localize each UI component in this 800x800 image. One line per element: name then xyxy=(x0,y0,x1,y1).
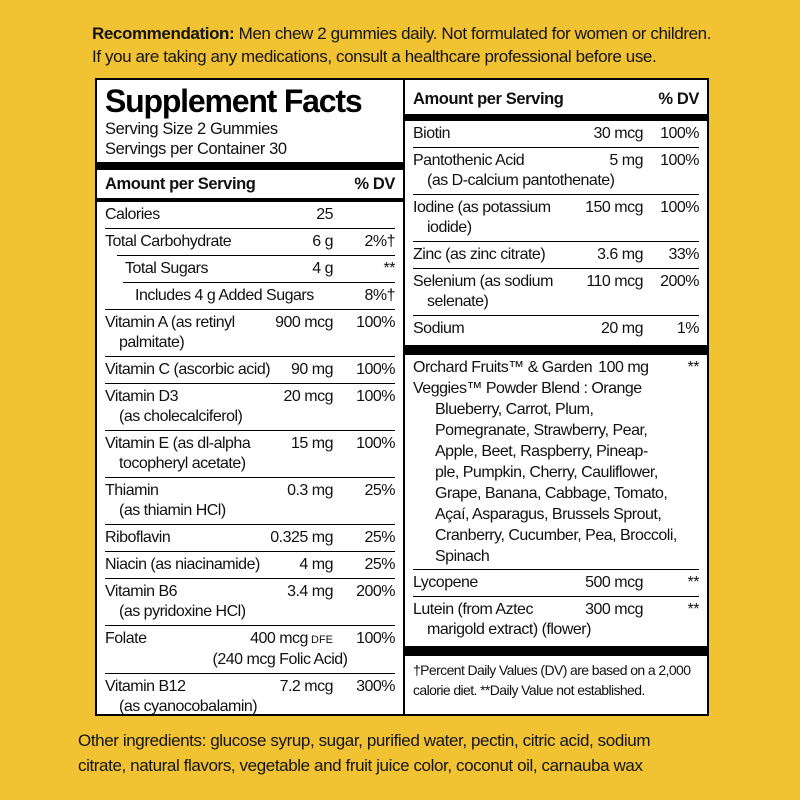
nutrient-dv: 100% xyxy=(356,314,395,331)
thick-rule xyxy=(405,345,707,355)
nutrient-amount: 500 mcg xyxy=(585,574,643,591)
nutrient-amount: 4 g xyxy=(312,260,333,277)
nutrient-subname: (240 mcg Folic Acid) xyxy=(212,651,348,668)
nutrient-amount: 110 mcg xyxy=(586,273,643,290)
blend-line: Cranberry, Cucumber, Pea, Broccoli, xyxy=(435,527,677,544)
blend-line: Spinach xyxy=(435,548,490,565)
blend-line: Pomegranate, Strawberry, Pear, xyxy=(435,422,648,439)
nutrient-name: Vitamin B6 xyxy=(105,583,178,600)
nutrient-dv: 1% xyxy=(676,320,699,337)
nutrient-row-line xyxy=(105,360,395,380)
nutrient-name: Vitamin E (as dl-alpha xyxy=(105,435,251,452)
nutrient-dv: 33% xyxy=(668,246,699,263)
nutrient-dv: 100% xyxy=(660,125,699,142)
nutrient-amount: 25 xyxy=(316,206,333,223)
nutrient-row xyxy=(123,282,395,309)
nutrient-subname: palmitate) xyxy=(119,334,185,351)
nutrient-name: Calories xyxy=(105,206,160,223)
nutrient-name: Lycopene xyxy=(413,574,478,591)
servings-per-container: Servings per Container 30 xyxy=(105,140,287,158)
thick-rule xyxy=(405,114,707,121)
nutrient-amount: 7.2 mcg xyxy=(279,678,333,695)
nutrient-row-line xyxy=(105,555,395,575)
nutrient-row-line xyxy=(105,582,395,602)
nutrient-row xyxy=(105,356,395,383)
nutrient-amount: 3.4 mg xyxy=(287,583,333,600)
blend-section xyxy=(413,355,699,569)
nutrient-amount: 90 mg xyxy=(291,361,333,378)
nutrient-row-line xyxy=(413,319,699,339)
left-nutrient-rows xyxy=(105,202,395,716)
nutrient-name: Niacin (as niacinamide) xyxy=(105,556,260,573)
nutrient-subname: (as pyridoxine HCl) xyxy=(119,603,246,620)
serving-size: Serving Size 2 Gummies xyxy=(105,120,278,138)
nutrient-dv: 25% xyxy=(364,482,395,499)
nutrient-row xyxy=(413,241,699,268)
other-ingredients-line: Other ingredients: glucose syrup, sugar, purified water, pectin, citric acid, sodium xyxy=(78,731,651,750)
blend-dv: ** xyxy=(687,359,699,376)
right-column xyxy=(405,80,707,714)
blend-line: Apple, Beet, Raspberry, Pineap- xyxy=(435,443,648,460)
nutrient-dv: 2%† xyxy=(364,233,395,250)
nutrient-amount: 300 mcg xyxy=(585,601,643,618)
percent-dv-header: % DV xyxy=(658,90,699,108)
nutrient-dv: 300% xyxy=(356,678,395,695)
amount-per-serving-header: Amount per Serving xyxy=(413,90,564,108)
nutrient-row-line xyxy=(105,528,395,548)
nutrient-name: Vitamin C (ascorbic acid) xyxy=(105,361,271,378)
panel-title: Supplement Facts xyxy=(105,83,362,119)
nutrient-name: Pantothenic Acid xyxy=(413,152,525,169)
nutrient-subname: (as cyanocobalamin) xyxy=(119,698,258,715)
blend-ingredient-lines xyxy=(413,378,699,567)
nutrient-subname: selenate) xyxy=(427,293,489,310)
nutrient-row-line xyxy=(413,272,699,292)
nutrient-dv: 8%† xyxy=(364,287,395,304)
nutrient-row xyxy=(105,228,395,255)
nutrient-row-line xyxy=(413,124,699,144)
nutrient-name: Vitamin A (as retinyl xyxy=(105,314,235,331)
nutrient-name: Folate xyxy=(105,630,147,647)
nutrient-name: Iodine (as potassium xyxy=(413,199,551,216)
blend-line: ple, Pumpkin, Cherry, Cauliflower, xyxy=(435,464,658,481)
blend-amount: 100 mg xyxy=(598,359,649,376)
nutrient-row xyxy=(105,309,395,356)
nutrient-row xyxy=(105,551,395,578)
nutrient-row xyxy=(105,430,395,477)
blend-heading-row xyxy=(413,358,699,378)
nutrient-subname: tocopheryl acetate) xyxy=(119,455,246,472)
recommendation-label: Recommendation: xyxy=(92,24,235,43)
nutrient-dv: ** xyxy=(383,260,395,277)
nutrient-row xyxy=(105,625,395,673)
nutrient-row-line xyxy=(105,434,395,454)
nutrient-name: Biotin xyxy=(413,125,451,142)
nutrient-row xyxy=(413,315,699,342)
nutrient-row-line xyxy=(413,198,699,218)
recommendation-line-2: If you are taking any medications, consult a healthcare professional before use. xyxy=(92,47,657,66)
nutrient-name: Vitamin B12 xyxy=(105,678,186,695)
nutrient-row-line xyxy=(413,573,699,593)
nutrient-dv: 200% xyxy=(660,273,699,290)
nutrient-name: Riboflavin xyxy=(105,529,171,546)
nutrient-dv: 200% xyxy=(356,583,395,600)
nutrient-dv: 100% xyxy=(660,152,699,169)
nutrient-name: Thiamin xyxy=(105,482,159,499)
nutrient-name: Vitamin D3 xyxy=(105,388,178,405)
nutrient-amount: 3.6 mg xyxy=(597,246,643,263)
nutrient-name: Zinc (as zinc citrate) xyxy=(413,246,546,263)
nutrient-subname: iodide) xyxy=(427,219,472,236)
nutrient-dv: 100% xyxy=(356,630,395,647)
nutrient-amount: 0.3 mg xyxy=(287,482,333,499)
column-header-left xyxy=(105,170,395,196)
nutrient-row-line xyxy=(123,286,395,306)
nutrient-amount: 20 mcg xyxy=(283,388,333,405)
nutrient-row-line xyxy=(413,245,699,265)
nutrient-amount: 0.325 mg xyxy=(270,529,333,546)
nutrient-name: Sodium xyxy=(413,320,465,337)
left-column xyxy=(97,80,405,714)
nutrient-row-line xyxy=(105,387,395,407)
percent-dv-header: % DV xyxy=(354,175,395,193)
nutrient-row-line xyxy=(105,481,395,501)
nutrient-row xyxy=(105,202,395,228)
nutrient-row xyxy=(413,569,699,596)
nutrient-subname: (as D-calcium pantothenate) xyxy=(427,172,615,189)
nutrient-row xyxy=(105,578,395,625)
nutrient-row-line xyxy=(413,151,699,171)
nutrient-row xyxy=(105,673,395,716)
nutrient-row xyxy=(413,147,699,194)
nutrient-subname: (as cholecalciferol) xyxy=(119,408,243,425)
footnote-line: †Percent Daily Values (DV) are based on a 2,000 xyxy=(413,662,691,678)
other-ingredients xyxy=(78,728,650,778)
blend-line: Veggies™ Powder Blend : Orange xyxy=(413,380,642,397)
nutrient-name: Lutein (from Aztec xyxy=(413,601,533,618)
nutrient-amount-suffix: DFE xyxy=(307,634,333,646)
footnote-line: calorie diet. **Daily Value not established. xyxy=(413,682,645,698)
nutrient-dv: 100% xyxy=(660,199,699,216)
blend-line: Blueberry, Carrot, Plum, xyxy=(435,401,594,418)
nutrient-dv: 100% xyxy=(356,435,395,452)
nutrient-row xyxy=(413,268,699,315)
nutrient-name: Total Sugars xyxy=(125,260,208,277)
nutrient-amount: 900 mcg xyxy=(275,314,333,331)
nutrient-amount: 15 mg xyxy=(291,435,333,452)
nutrient-row-line xyxy=(105,313,395,333)
supplement-facts-panel xyxy=(95,78,709,716)
nutrient-subname: (as thiamin HCl) xyxy=(119,502,226,519)
nutrient-dv: 25% xyxy=(364,529,395,546)
recommendation-text: Men chew 2 gummies daily. Not formulated for women or children. xyxy=(234,24,712,43)
recommendation-line-1 xyxy=(92,22,711,45)
nutrient-dv: ** xyxy=(687,574,699,591)
nutrient-dv: ** xyxy=(687,601,699,618)
nutrient-subname: marigold extract) (flower) xyxy=(427,621,591,638)
nutrient-amount: 150 mcg xyxy=(585,199,643,216)
nutrient-row xyxy=(105,477,395,524)
nutrient-dv: 100% xyxy=(356,361,395,378)
daily-value-footnote xyxy=(413,656,699,700)
blend-line: Grape, Banana, Cabbage, Tomato, xyxy=(435,485,668,502)
nutrient-row xyxy=(105,524,395,551)
right-nutrient-rows-bottom xyxy=(413,569,699,643)
nutrient-row-line xyxy=(117,259,395,279)
nutrient-name: Includes 4 g Added Sugars xyxy=(135,287,314,304)
nutrient-dv: 25% xyxy=(364,556,395,573)
nutrient-amount: 5 mg xyxy=(609,152,643,169)
recommendation xyxy=(92,22,711,68)
nutrient-row-line xyxy=(105,232,395,252)
nutrient-row xyxy=(105,383,395,430)
nutrient-amount: 4 mg xyxy=(299,556,333,573)
nutrient-amount: 20 mg xyxy=(601,320,643,337)
thick-rule xyxy=(405,646,707,656)
nutrient-row xyxy=(413,121,699,147)
blend-line: Açaí, Asparagus, Brussels Sprout, xyxy=(435,506,662,523)
nutrient-amount: 400 mcg DFE xyxy=(250,630,333,647)
nutrient-amount: 30 mcg xyxy=(593,125,643,142)
right-nutrient-rows xyxy=(413,121,699,342)
nutrient-row xyxy=(413,596,699,643)
nutrient-row-line xyxy=(105,205,395,225)
nutrient-row-line xyxy=(413,600,699,620)
amount-per-serving-header: Amount per Serving xyxy=(105,175,256,193)
nutrient-amount: 6 g xyxy=(312,233,333,250)
other-ingredients-line: citrate, natural flavors, vegetable and fruit juice color, coconut oil, carnauba wax xyxy=(78,756,643,775)
nutrient-row xyxy=(117,255,395,282)
nutrient-dv: 100% xyxy=(356,388,395,405)
nutrient-name: Selenium (as sodium xyxy=(413,273,553,290)
column-header-right xyxy=(413,85,699,111)
nutrient-name: Total Carbohydrate xyxy=(105,233,232,250)
thick-rule xyxy=(97,162,403,170)
nutrient-row-line xyxy=(105,677,395,697)
blend-name: Orchard Fruits™ & Garden xyxy=(413,359,593,376)
nutrient-row xyxy=(413,194,699,241)
nutrient-row-line xyxy=(105,629,395,650)
